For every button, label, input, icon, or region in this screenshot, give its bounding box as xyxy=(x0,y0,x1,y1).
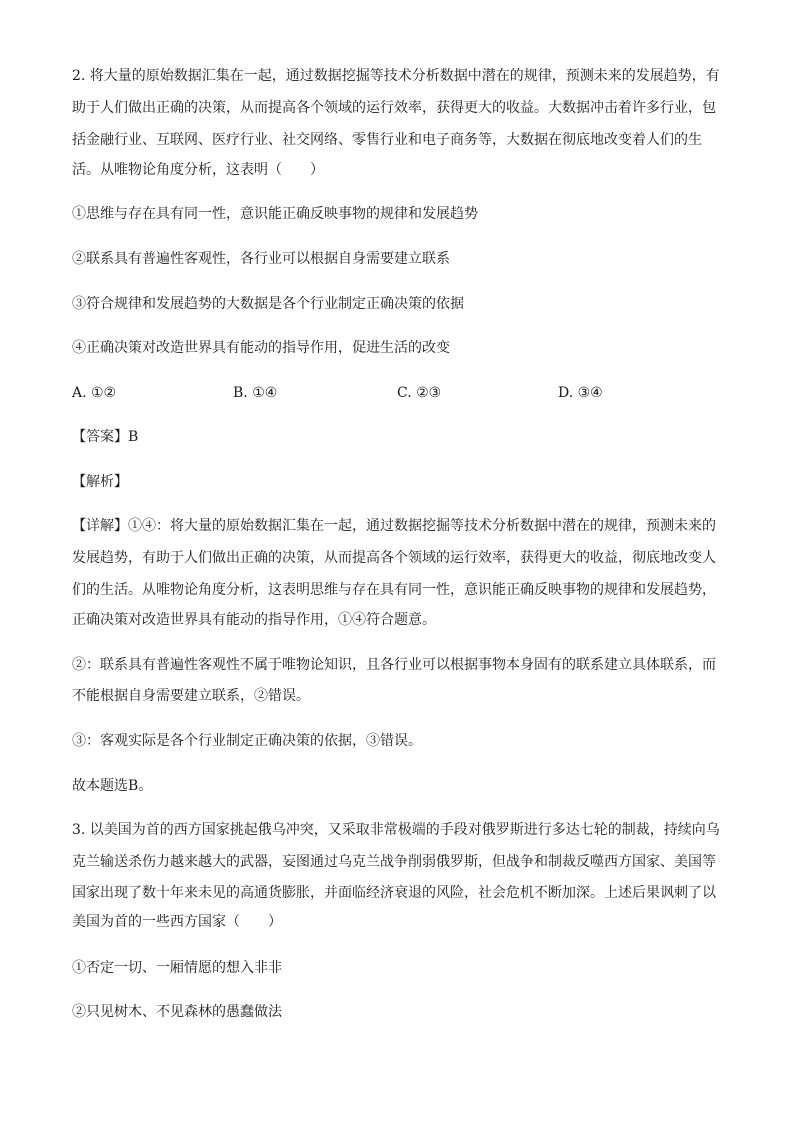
q2-detail-line: 发展趋势，有助于人们做出正确的决策，从而提高各个领域的运行效率，获得更大的收益，彻底地改变人 xyxy=(72,550,716,566)
q2-statement-1: ①思维与存在具有同一性，意识能正确反映事物的规律和发展趋势 xyxy=(72,206,478,222)
q2-detail-line: 们的生活。从唯物论角度分析，这表明思维与存在具有同一性，意识能正确反映事物的规律和发展趋势， xyxy=(72,582,716,598)
q2-option-a: A. ①② xyxy=(72,385,117,401)
q2-stem-line: 助于人们做出正确的决策，从而提高各个领域的运行效率，获得更大的收益。大数据冲击着许多行业，包 xyxy=(72,100,716,116)
q2-detail3: ③：客观实际是各个行业制定正确决策的依据，③错误。 xyxy=(72,733,422,749)
q2-option-b: B. ①④ xyxy=(233,385,278,401)
q3-stem-line: 克兰输送杀伤力越来越大的武器，妄图通过乌克兰战争削弱俄罗斯，但战争和制裁反噬西方国家、美国等 xyxy=(72,854,716,870)
q2-statement-4: ④正确决策对改造世界具有能动的指导作用，促进生活的改变 xyxy=(72,340,450,356)
q2-statement-2: ②联系具有普遍性客观性，各行业可以根据自身需要建立联系 xyxy=(72,251,450,267)
q2-detail-line: 正确决策对改造世界具有能动的指导作用，①④符合题意。 xyxy=(72,612,436,628)
q2-answer: 【答案】B xyxy=(72,429,139,445)
q2-analysis-heading: 【解析】 xyxy=(72,474,128,490)
q2-stem-line: 活。从唯物论角度分析，这表明（ ） xyxy=(72,162,324,178)
q2-conclusion: 故本题选B。 xyxy=(72,778,153,794)
q2-detail2-line: ②：联系具有普遍性客观性不属于唯物论知识，且各行业可以根据事物本身固有的联系建立具体联系，而 xyxy=(72,657,716,673)
q2-stem-line: 2. 将大量的原始数据汇集在一起，通过数据挖掘等技术分析数据中潜在的规律，预测未来的发展趋势，有 xyxy=(72,68,720,84)
q3-stem-line: 3. 以美国为首的西方国家挑起俄乌冲突，又采取非常极端的手段对俄罗斯进行多达七轮的制裁，持续向乌 xyxy=(72,822,720,838)
q2-option-d: D. ③④ xyxy=(558,385,603,401)
q3-statement-2: ②只见树木、不见森林的愚蠢做法 xyxy=(72,1004,282,1020)
q2-statement-3: ③符合规律和发展趋势的大数据是各个行业制定正确决策的依据 xyxy=(72,296,464,312)
q2-detail2-line: 不能根据自身需要建立联系，②错误。 xyxy=(72,688,310,704)
q2-option-c: C. ②③ xyxy=(397,385,442,401)
q2-detail-line: 【详解】①④：将大量的原始数据汇集在一起，通过数据挖掘等技术分析数据中潜在的规律，预测未来的 xyxy=(72,518,716,534)
q3-stem-line: 国家出现了数十年来未见的高通货膨胀，并面临经济衰退的风险，社会危机不断加深。上述后果讽刺了以 xyxy=(72,885,716,901)
q2-stem-line: 括金融行业、互联网、医疗行业、社交网络、零售行业和电子商务等，大数据在彻底地改变着人们的生 xyxy=(72,132,702,148)
q3-statement-1: ①否定一切、一厢情愿的想入非非 xyxy=(72,960,282,976)
q3-stem-line: 美国为首的一些西方国家（ ） xyxy=(72,914,282,930)
